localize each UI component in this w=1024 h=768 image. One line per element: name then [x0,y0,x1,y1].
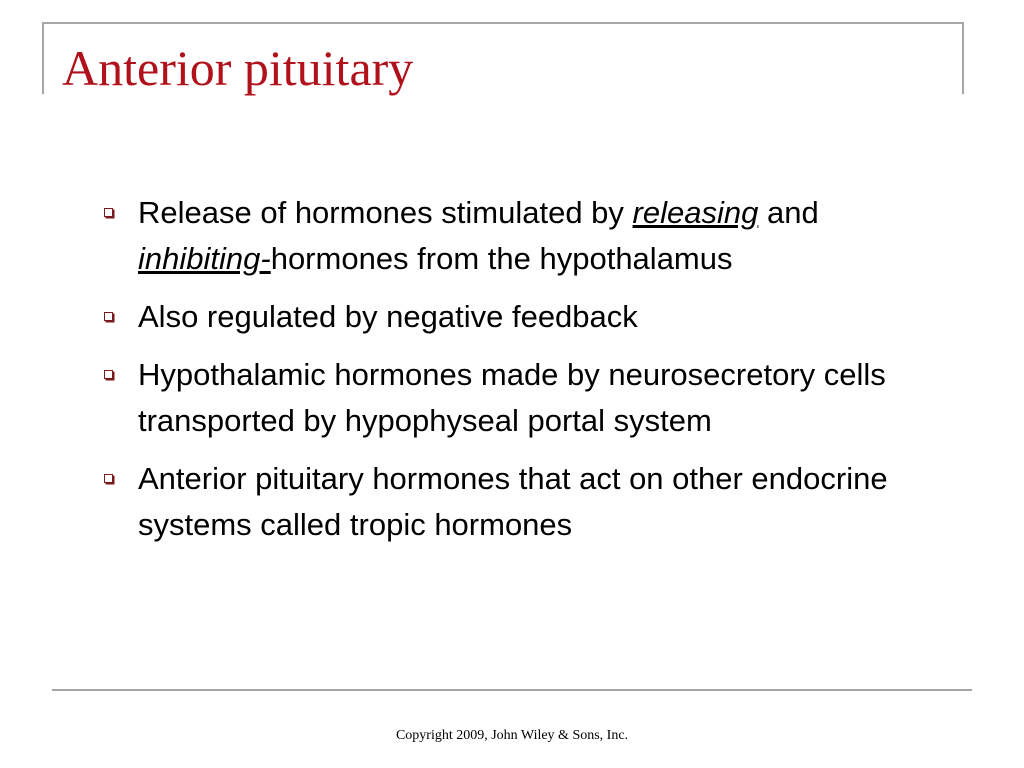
bullet-text: Also regulated by negative feedback [138,299,638,334]
title-frame-left-line [42,22,44,94]
hollow-square-bullet-icon [104,474,113,483]
emphasis-releasing: releasing [632,195,759,230]
title-frame-right-line [962,22,964,94]
hollow-square-bullet-icon [104,208,113,217]
bullet-item-release [104,190,944,282]
bullet-list [104,190,944,560]
hollow-square-bullet-icon [104,312,113,321]
bullet-text: and [758,195,819,230]
copyright-footer: Copyright 2009, John Wiley & Sons, Inc. [395,728,629,743]
bullet-item-hypothalamic [104,352,944,444]
bullet-text: Hypothalamic hormones made by neurosecretory cells transported by hypophyseal portal system [138,357,886,438]
hollow-square-bullet-icon [104,370,113,379]
slide-title: Anterior pituitary [62,40,414,96]
emphasis-inhibiting: inhibiting- [138,241,271,276]
footer-divider [52,689,972,691]
title-frame-top-line [42,22,964,24]
bullet-text: Release of hormones stimulated by [138,195,633,230]
bullet-item-tropic [104,456,944,548]
bullet-item-feedback [104,294,944,340]
bullet-text: Anterior pituitary hormones that act on other endocrine systems called tropic hormones [138,461,888,542]
bullet-text: hormones from the hypothalamus [270,241,733,276]
